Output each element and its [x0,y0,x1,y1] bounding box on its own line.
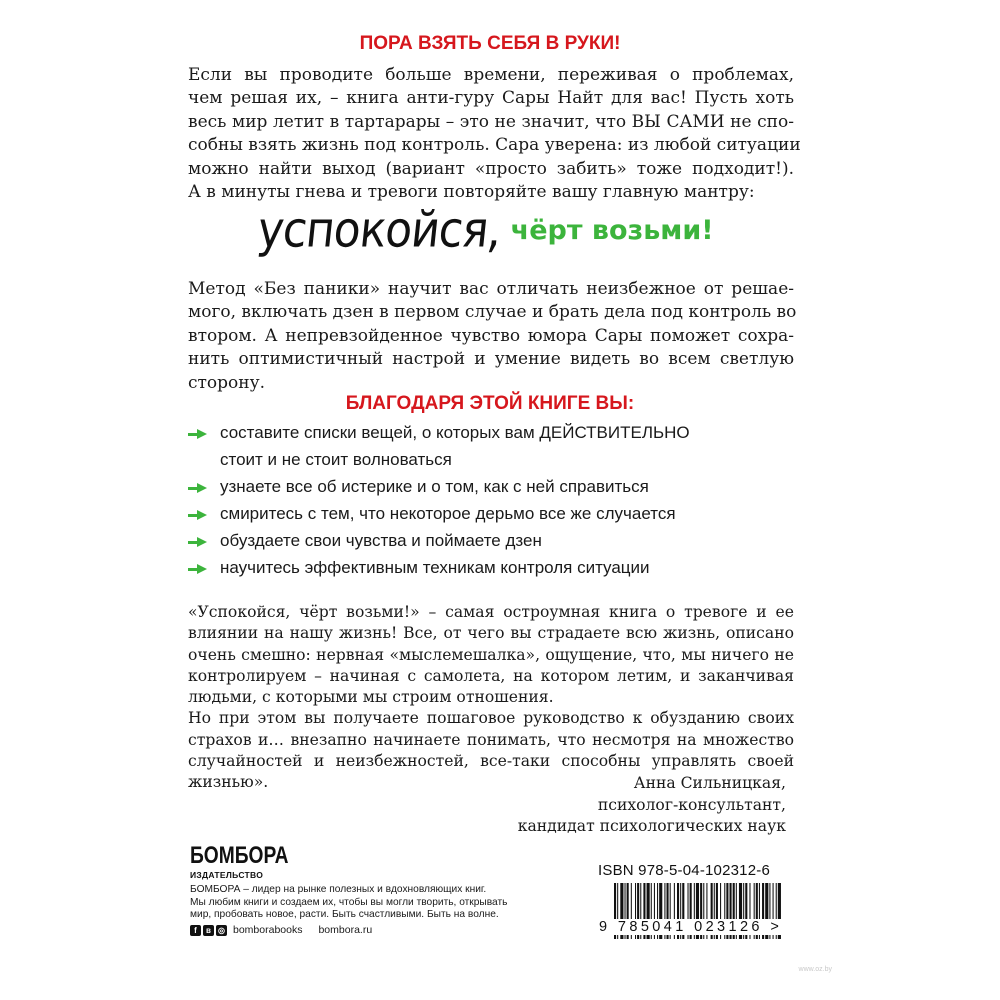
publisher-blurb [190,884,520,922]
list-item [188,554,798,581]
facebook-icon: f [190,925,201,936]
publisher-logo [190,844,313,880]
vk-icon: в [203,925,214,936]
text-line: страхов и… внезапно начинаете понимать, что несмотря на множество [188,730,794,749]
method-paragraph [188,278,797,395]
bullet-text: обуздаете свои чувства и поймаете дзен [220,531,542,550]
publisher-logo-name: БОМБОРА [190,842,289,869]
list-item [188,500,798,527]
pointing-hand-icon [188,535,208,549]
pointing-hand-icon [188,508,208,522]
signature-degree: кандидат психологических наук [517,817,786,836]
mantra-handwritten: успокойся, [254,201,504,260]
text-line: мир, пробовать новое, расти. Быть счастливыми. Быть на волне. [190,909,499,921]
pointing-hand-icon [188,427,208,441]
text-line: людьми, с которыми мы строим отношения. [188,688,554,707]
bullet-text: узнаете все об истерике и о том, как с ней справиться [220,477,649,496]
bullet-text: смиритесь с тем, что некоторое дерьмо все же случается [220,504,676,523]
bullet-text: научитесь эффективным техникам контроля ситуации [220,558,650,577]
bullet-text: стоит и не стоит волноваться [220,450,452,469]
text-line: Если вы проводите больше времени, переживая о проблемах, [188,65,794,85]
text-line: БОМБОРА – лидер на рынке полезных и вдохновляющих книг. [190,884,487,895]
signature-role: психолог-консультант, [597,795,786,814]
text-line: очень смешно: нервная «мыслемешалка», ощущение, что, мы ничего не [188,645,794,664]
text-line: случайностей и неизбежностей, все-таки способны управлять своей [188,752,794,771]
publisher-logo-sub: ИЗДАТЕЛЬСТВО [190,870,264,880]
social-handle[interactable]: bomborabooks [233,924,303,936]
barcode-digits [599,919,782,935]
text-line: контролируем – начиная с самолета, на котором летим, и заканчивая [188,666,794,685]
list-item [188,527,798,554]
text-line: можно найти выход (вариант «просто забить» тоже подходит!). [188,158,794,179]
intro-paragraph [188,64,801,204]
review-quote [188,602,794,794]
text-line: «Успокойся, чёрт возьми!» – самая остроумная книга о тревоге и ее [188,603,794,621]
list-item [188,419,798,473]
text-line: жизнью». [188,773,269,792]
mantra-green: чёрт возьми! [510,215,714,246]
text-line: мого, включать дзен в первом случае и брать дела под контроль во [188,302,797,323]
mantra [254,201,714,275]
benefits-list [188,419,798,581]
instagram-icon: ◎ [216,925,227,936]
pointing-hand-icon [188,481,208,495]
text-line: влиянии на нашу жизнь! Все, от чего вы страдаете всю жизнь, описано [188,624,794,643]
text-line: втором. А непревзойденное чувство юмора Сары поможет сохра- [188,325,794,346]
isbn-label: ISBN 978-5-04-102312-6 [598,862,771,879]
text-line: А в минуты гнева и тревоги повторяйте вашу главную мантру: [188,182,755,203]
bullet-text: составите списки вещей, о которых вам ДЕЙСТВИТЕЛЬНО [220,423,690,442]
text-line: Мы любим книги и создаем их, чтобы вы могли творить, открывать [190,896,508,908]
list-item [188,473,798,500]
text-line: чем решая их, – книга анти-гуру Сары Найт для вас! Пусть хоть [188,88,794,109]
social-links [190,924,372,936]
heading-top: ПОРА ВЗЯТЬ СЕБЯ В РУКИ! [359,33,621,54]
heading-benefits: БЛАГОДАРЯ ЭТОЙ КНИГЕ ВЫ: [345,393,635,414]
text-line: весь мир летит в тартарары – это не значит, что ВЫ САМИ не спо- [188,111,794,132]
pointing-hand-icon [188,562,208,576]
website-link[interactable]: bombora.ru [318,924,373,936]
text-line: собны взять жизнь под контроль. Сара уверена: из любой ситуации [188,135,801,156]
signature-name: Анна Сильницкая, [633,774,786,792]
text-line: Метод «Без паники» научит вас отличать неизбежное от решае- [188,279,794,299]
barcode-digits-text: 9 785041 023126 > [599,919,783,935]
signature [518,773,786,838]
watermark: www.oz.by [798,966,832,973]
text-line: нить оптимистичный настрой и умение видеть во всем светлую [188,349,794,370]
text-line: сторону. [188,372,266,393]
text-line: Но при этом вы получаете пошаговое руководство к обузданию своих [188,709,794,728]
